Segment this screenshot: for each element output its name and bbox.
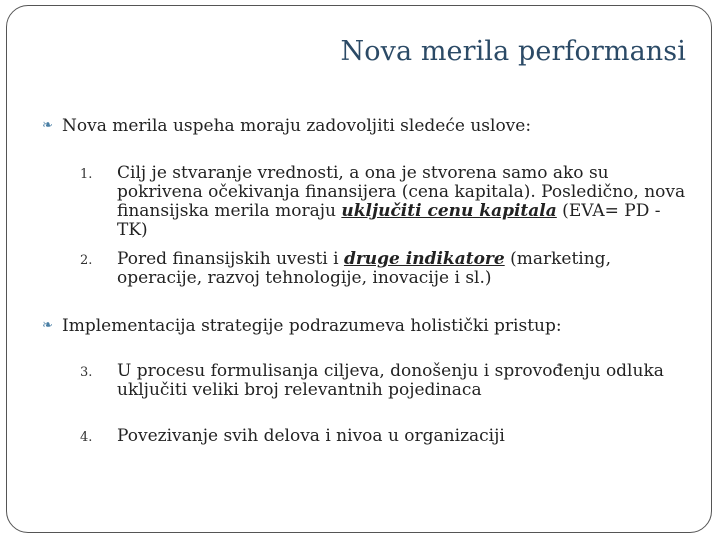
curl-bullet-icon: ❧ — [42, 118, 53, 133]
bullet-1 — [42, 116, 531, 136]
item-text-part: (EVA= PD - TK) — [117, 201, 661, 240]
bullet-1-text: Nova merila uspeha moraju zadovoljiti sledeće uslove: — [62, 116, 532, 136]
list-item-1 — [80, 164, 695, 240]
item-text-part: Pored finansijskih uvesti i — [117, 249, 344, 269]
item-number: 4. — [80, 430, 93, 445]
bullet-2-text: Implementacija strategije podrazumeva holistički pristup: — [62, 316, 562, 336]
list-item-3 — [80, 362, 695, 400]
bullet-2 — [42, 316, 562, 336]
item-highlight: uključiti cenu kapitala — [341, 201, 557, 221]
item-number: 1. — [80, 167, 93, 182]
item-text-part: (marketing, operacije, razvoj tehnologije, inovacije i sl.) — [117, 249, 611, 288]
item-text — [117, 250, 695, 288]
item-number: 2. — [80, 253, 93, 268]
item-number: 3. — [80, 365, 93, 380]
item-text-part: Cilj je stvaranje vrednosti, a ona je stvorena samo ako su pokrivena očekivanja finansijera (cena kapitala). Posledično, nova finansijska merila moraju — [117, 163, 686, 221]
item-text: Povezivanje svih delova i nivoa u organizaciji — [117, 426, 505, 446]
item-highlight: druge indikatore — [343, 249, 505, 269]
slide-title: Nova merila performansi — [340, 36, 686, 67]
list-item-2 — [80, 250, 695, 288]
curl-bullet-icon: ❧ — [42, 318, 53, 333]
item-text: U procesu formulisanja ciljeva, donošenju i sprovođenju odluka uključiti veliki broj relevantnih pojedinaca — [117, 361, 664, 400]
list-item-4 — [80, 427, 695, 448]
item-text — [117, 164, 695, 240]
